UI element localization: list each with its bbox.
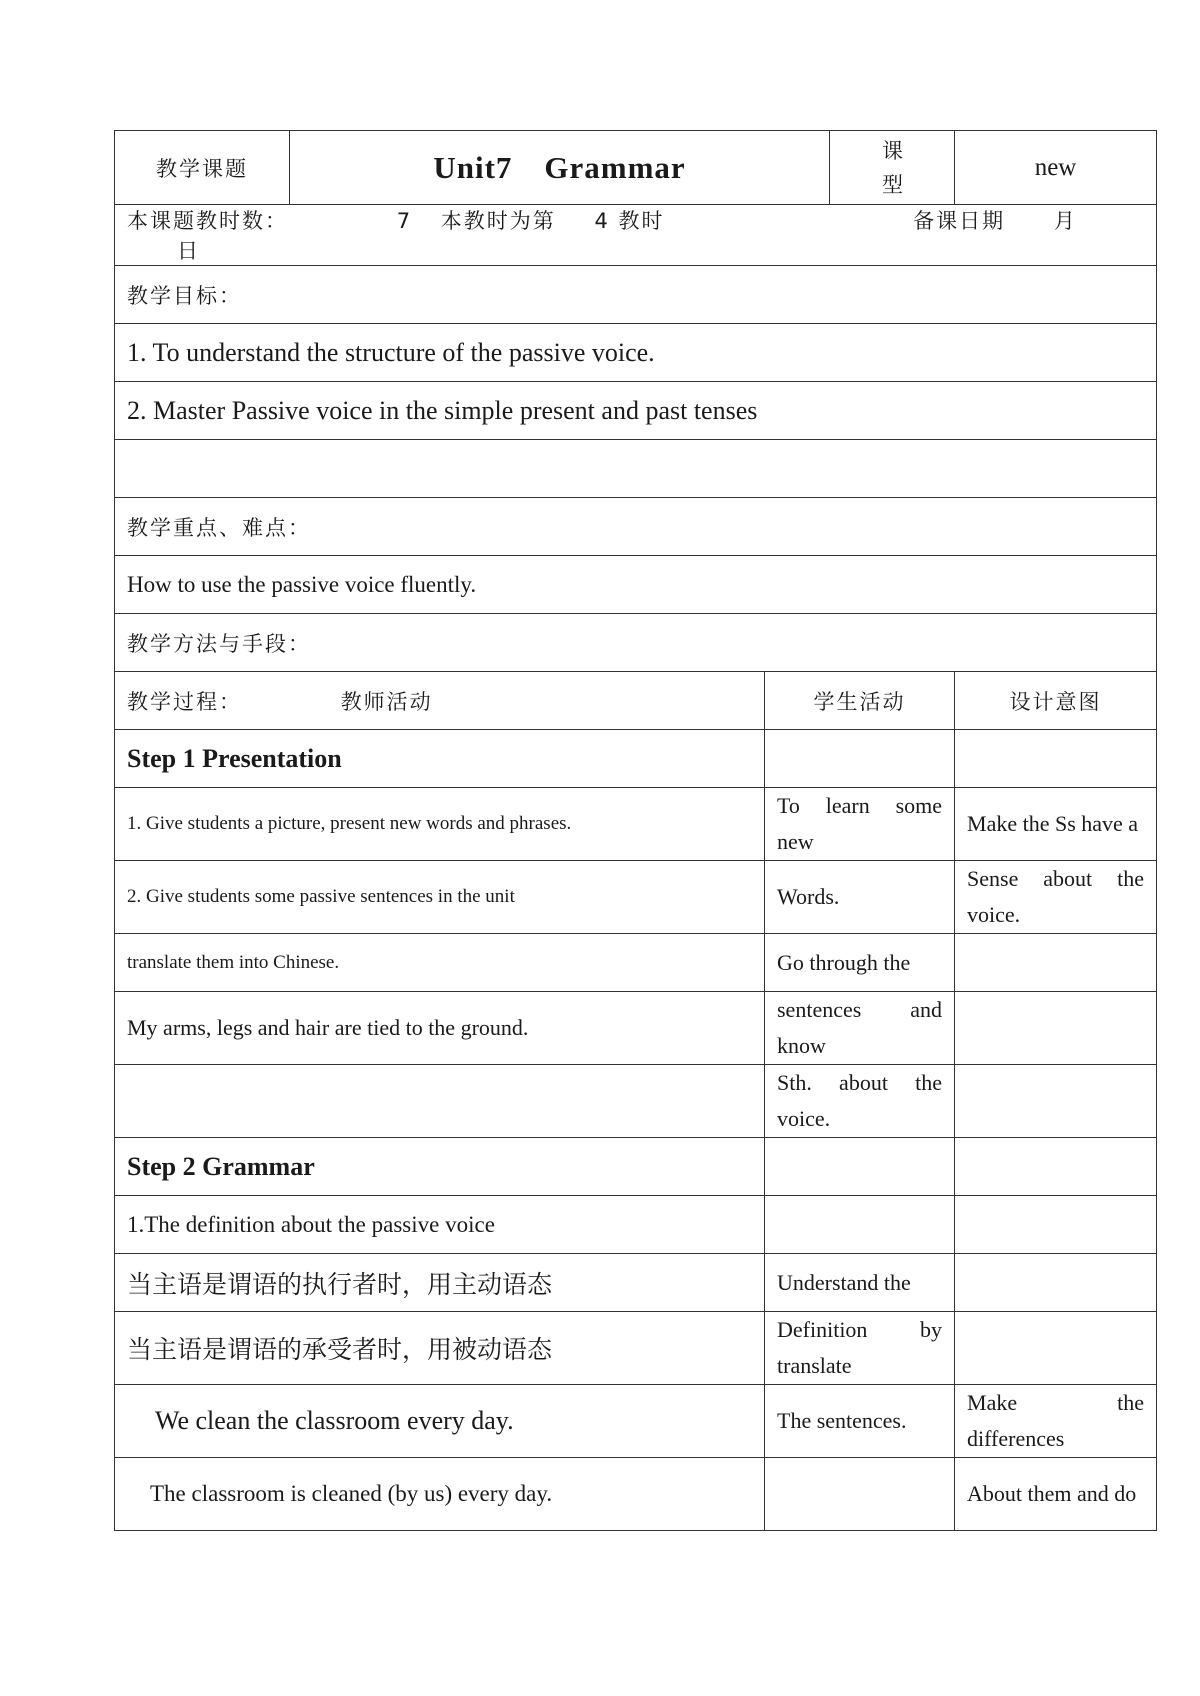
unit-label: Unit7: [433, 149, 513, 185]
objective-1: 1. To understand the structure of the passive voice.: [115, 324, 1157, 382]
teacher-cell: [115, 1065, 765, 1138]
student-cell: [765, 1196, 955, 1254]
table-row: [115, 1065, 1157, 1138]
page-title: [290, 131, 830, 205]
intent-cell: [955, 1065, 1157, 1138]
intent-cell: [955, 934, 1157, 992]
day-label: 日: [177, 239, 200, 263]
table-row: [115, 992, 1157, 1065]
intent-cell: Make the differences: [955, 1385, 1157, 1458]
student-cell: Understand the: [765, 1254, 955, 1312]
keypoints-label: 教学重点、难点：: [115, 498, 1157, 556]
hours-total: 7: [396, 209, 413, 233]
header-row: [115, 131, 1157, 205]
table-row: [115, 1196, 1157, 1254]
meta-row: [115, 205, 1157, 266]
process-header-row: [115, 672, 1157, 730]
teacher-cell: 2. Give students some passive sentences in the unit: [115, 861, 765, 934]
student-cell: The sentences.: [765, 1385, 955, 1458]
teacher-cell: 1.The definition about the passive voice: [115, 1196, 765, 1254]
lesson-plan: [114, 130, 1156, 1531]
objectives-label: 教学目标：: [115, 266, 1157, 324]
intent-cell: Make the Ss have a: [955, 788, 1157, 861]
student-cell: To learn some new: [765, 788, 955, 861]
table-row: [115, 1385, 1157, 1458]
student-cell: Go through the: [765, 934, 955, 992]
student-cell: sentences and know: [765, 992, 955, 1065]
table-row: [115, 1312, 1157, 1385]
intent-cell: [955, 992, 1157, 1065]
current-num: 4: [594, 209, 610, 233]
teacher-cell: 当主语是谓语的承受者时，用被动语态: [115, 1312, 765, 1385]
intent-cell: [955, 1196, 1157, 1254]
blank-row: [115, 440, 1157, 498]
intent-cell: About them and do: [955, 1458, 1157, 1531]
teacher-cell: translate them into Chinese.: [115, 934, 765, 992]
student-activity-label: 学生活动: [765, 672, 955, 730]
current-label: 本教时为第: [440, 209, 556, 233]
type-label: 课型: [830, 131, 955, 205]
month-label: 月: [1053, 209, 1077, 233]
table-row: [115, 861, 1157, 934]
date-label: 备课日期: [913, 209, 1006, 233]
process-header-teacher: [115, 672, 765, 730]
current-suffix: 教时: [618, 209, 665, 233]
teacher-cell: My arms, legs and hair are tied to the ground.: [115, 992, 765, 1065]
table-row: [115, 788, 1157, 861]
lesson-plan-table: [114, 130, 1157, 1531]
table-row: [115, 1254, 1157, 1312]
teacher-cell: We clean the classroom every day.: [115, 1385, 765, 1458]
title-label: Grammar: [544, 149, 686, 185]
student-cell: Definition by translate: [765, 1312, 955, 1385]
table-row: [115, 1458, 1157, 1531]
teacher-cell: The classroom is cleaned (by us) every day.: [115, 1458, 765, 1531]
hours-label: 本课题教时数：: [127, 209, 288, 233]
table-row: [115, 1138, 1157, 1196]
keypoints-text: How to use the passive voice fluently.: [115, 556, 1157, 614]
student-cell: [765, 1458, 955, 1531]
teacher-activity-label: 教师活动: [340, 689, 433, 714]
intent-cell: [955, 1254, 1157, 1312]
table-row: [115, 934, 1157, 992]
student-cell: Sth. about the voice.: [765, 1065, 955, 1138]
intent-cell: [955, 1312, 1157, 1385]
teacher-cell: 当主语是谓语的执行者时，用主动语态: [115, 1254, 765, 1312]
intent-cell: [955, 730, 1157, 788]
teacher-cell: 1. Give students a picture, present new words and phrases.: [115, 788, 765, 861]
process-label: 教学过程：: [127, 689, 242, 714]
table-row: [115, 730, 1157, 788]
student-cell: [765, 730, 955, 788]
objective-2: 2. Master Passive voice in the simple present and past tenses: [115, 382, 1157, 440]
student-cell: Words.: [765, 861, 955, 934]
step-1-heading: Step 1 Presentation: [115, 730, 765, 788]
step-2-heading: Step 2 Grammar: [115, 1138, 765, 1196]
student-cell: [765, 1138, 955, 1196]
subject-label: 教学课题: [115, 131, 290, 205]
intent-cell: [955, 1138, 1157, 1196]
design-intent-label: 设计意图: [955, 672, 1157, 730]
intent-cell: Sense about the voice.: [955, 861, 1157, 934]
methods-label: 教学方法与手段：: [115, 614, 1157, 672]
type-value: new: [955, 131, 1157, 205]
meta-info: [115, 205, 1157, 266]
